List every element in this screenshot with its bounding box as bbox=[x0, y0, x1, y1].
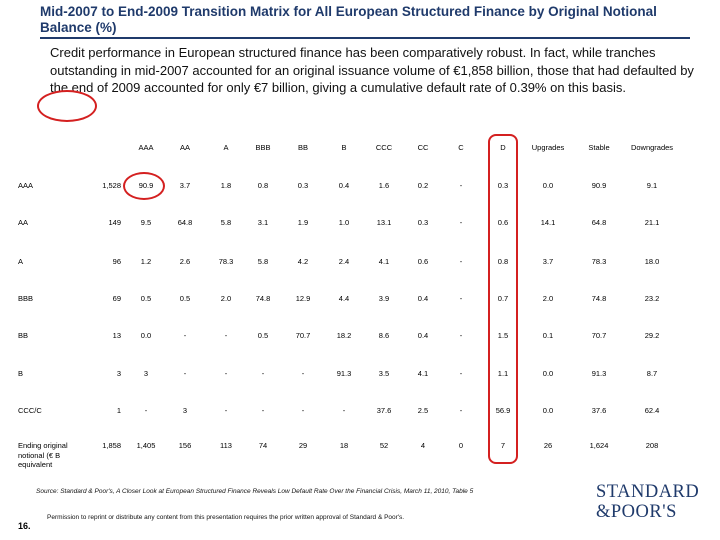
table-cell: 1.0 bbox=[338, 218, 350, 227]
table-cell: 3.7 bbox=[179, 181, 191, 190]
logo-line2: &POOR'S bbox=[596, 502, 677, 522]
table-cell: 1.6 bbox=[378, 181, 390, 190]
table-cell: 56.9 bbox=[495, 406, 511, 415]
table-cell: 0.8 bbox=[257, 181, 269, 190]
table-cell: 0.4 bbox=[417, 294, 429, 303]
table-cell: - bbox=[183, 369, 187, 378]
row-label: B bbox=[18, 369, 24, 378]
table-cell: 4.4 bbox=[338, 294, 350, 303]
table-cell: - bbox=[261, 369, 265, 378]
table-cell: 64.8 bbox=[177, 218, 193, 227]
row-label: AAA bbox=[18, 181, 34, 190]
row-volume: 69 bbox=[112, 294, 121, 303]
row-volume: 96 bbox=[112, 257, 121, 266]
table-cell: - bbox=[301, 406, 305, 415]
ending-cell: 1,624 bbox=[589, 441, 609, 450]
ending-label-line2: notional (€ B bbox=[18, 450, 61, 460]
column-header: AAA bbox=[138, 143, 154, 152]
table-cell: - bbox=[301, 369, 305, 378]
slide-title: Mid-2007 to End-2009 Transition Matrix for All European Structured Finance by Original Notional Balance (%) bbox=[40, 4, 657, 35]
ending-volume: 1,858 bbox=[102, 441, 121, 450]
table-cell: - bbox=[224, 369, 228, 378]
highlight-circle-default-rate bbox=[37, 90, 97, 122]
column-header: A bbox=[223, 143, 229, 152]
row-label: BB bbox=[18, 331, 29, 340]
table-cell: - bbox=[459, 257, 463, 266]
table-cell: 4.1 bbox=[378, 257, 390, 266]
table-cell: 4.1 bbox=[417, 369, 429, 378]
table-cell: 37.6 bbox=[591, 406, 607, 415]
table-cell: - bbox=[261, 406, 265, 415]
table-cell: 1.9 bbox=[297, 218, 309, 227]
table-cell: 0.6 bbox=[497, 218, 509, 227]
table-cell: 2.4 bbox=[338, 257, 350, 266]
table-cell: 0.4 bbox=[338, 181, 350, 190]
table-cell: 29.2 bbox=[644, 331, 660, 340]
table-cell: 0.0 bbox=[542, 181, 554, 190]
table-cell: - bbox=[224, 331, 228, 340]
table-cell: - bbox=[144, 406, 148, 415]
column-header: Stable bbox=[588, 143, 610, 152]
ending-cell: 74 bbox=[258, 441, 268, 450]
table-cell: 1.2 bbox=[140, 257, 152, 266]
ending-cell: 113 bbox=[220, 441, 232, 450]
ending-row-label bbox=[18, 441, 88, 470]
table-cell: 0.3 bbox=[497, 181, 509, 190]
table-cell: 2.0 bbox=[220, 294, 232, 303]
ending-cell: 29 bbox=[298, 441, 308, 450]
source-note: Source: Standard & Poor's, A Closer Look at European Structured Finance Reveals Low Default Rate Over the Financial Crisis, March 11, 2010, Table 5 bbox=[36, 488, 474, 495]
column-header: BBB bbox=[255, 143, 271, 152]
title-divider bbox=[40, 37, 690, 39]
column-header: CC bbox=[417, 143, 429, 152]
table-cell: 9.1 bbox=[646, 181, 658, 190]
table-cell: 1.1 bbox=[497, 369, 509, 378]
table-cell: 0.8 bbox=[497, 257, 509, 266]
table-cell: 3.9 bbox=[378, 294, 390, 303]
column-header: BB bbox=[297, 143, 308, 152]
table-cell: 3.7 bbox=[542, 257, 554, 266]
table-cell: 8.7 bbox=[646, 369, 658, 378]
table-cell: 4.2 bbox=[297, 257, 309, 266]
row-volume: 1 bbox=[116, 406, 121, 415]
table-cell: 21.1 bbox=[644, 218, 660, 227]
row-label: A bbox=[18, 257, 24, 266]
table-cell: - bbox=[459, 369, 463, 378]
table-cell: 12.9 bbox=[295, 294, 311, 303]
table-cell: 70.7 bbox=[591, 331, 607, 340]
table-cell: 62.4 bbox=[644, 406, 660, 415]
table-cell: 90.9 bbox=[138, 181, 154, 190]
table-cell: 0.0 bbox=[140, 331, 152, 340]
table-cell: 5.8 bbox=[257, 257, 269, 266]
column-header: D bbox=[500, 143, 506, 152]
ending-label-line1: Ending original bbox=[18, 441, 68, 450]
intro-paragraph: Credit performance in European structured finance has been comparatively robust. In fact, while tranches outstanding in mid-2007 accounted for an original issuance volume of €1,858 billion, those that had defaulted by the end of 2009 accounted for only €7 billion, giving a cumulative default rate of 0.39% on this basis. bbox=[50, 45, 694, 95]
ending-cell: 1,405 bbox=[136, 441, 156, 450]
table-cell: 78.3 bbox=[591, 257, 607, 266]
table-cell: 0.1 bbox=[542, 331, 554, 340]
row-label: CCC/C bbox=[18, 406, 42, 415]
table-cell: 2.0 bbox=[542, 294, 554, 303]
table-cell: 13.1 bbox=[376, 218, 392, 227]
table-cell: 74.8 bbox=[591, 294, 607, 303]
table-cell: 91.3 bbox=[591, 369, 607, 378]
ending-cell: 7 bbox=[500, 441, 506, 450]
row-label: BBB bbox=[18, 294, 34, 303]
table-cell: 3 bbox=[143, 369, 149, 378]
table-cell: 2.5 bbox=[417, 406, 429, 415]
permission-note: Permission to reprint or distribute any content from this presentation requires the prior written approval of Standard & Poor's. bbox=[47, 514, 405, 521]
ending-label-line3: equivalent bbox=[18, 460, 53, 469]
row-volume: 1,528 bbox=[102, 181, 121, 190]
table-cell: - bbox=[183, 331, 187, 340]
ending-cell: 208 bbox=[645, 441, 659, 450]
row-volume: 3 bbox=[116, 369, 121, 378]
table-cell: 14.1 bbox=[540, 218, 556, 227]
table-cell: 0.2 bbox=[417, 181, 429, 190]
table-cell: - bbox=[224, 406, 228, 415]
table-cell: - bbox=[459, 294, 463, 303]
column-header: Upgrades bbox=[531, 143, 565, 152]
table-cell: 3 bbox=[182, 406, 188, 415]
table-cell: 0.5 bbox=[257, 331, 269, 340]
table-cell: 23.2 bbox=[644, 294, 660, 303]
table-cell: 1.8 bbox=[220, 181, 232, 190]
table-cell: 18.2 bbox=[336, 331, 352, 340]
column-header: AA bbox=[179, 143, 190, 152]
table-cell: 3.5 bbox=[378, 369, 390, 378]
table-cell: 0.5 bbox=[140, 294, 152, 303]
ending-cell: 0 bbox=[458, 441, 464, 450]
ending-cell: 52 bbox=[379, 441, 389, 450]
table-cell: 3.1 bbox=[257, 218, 269, 227]
table-cell: 64.8 bbox=[591, 218, 607, 227]
table-cell: 91.3 bbox=[336, 369, 352, 378]
column-header: B bbox=[341, 143, 347, 152]
ending-cell: 26 bbox=[543, 441, 553, 450]
column-header: C bbox=[458, 143, 464, 152]
table-cell: 37.6 bbox=[376, 406, 392, 415]
table-cell: 2.6 bbox=[179, 257, 191, 266]
column-header: Downgrades bbox=[630, 143, 674, 152]
table-cell: 5.8 bbox=[220, 218, 232, 227]
ending-cell: 18 bbox=[339, 441, 349, 450]
table-cell: 0.3 bbox=[417, 218, 429, 227]
table-cell: 0.7 bbox=[497, 294, 509, 303]
table-cell: - bbox=[459, 181, 463, 190]
table-cell: 18.0 bbox=[644, 257, 660, 266]
table-cell: - bbox=[459, 406, 463, 415]
table-cell: - bbox=[459, 218, 463, 227]
table-cell: 74.8 bbox=[255, 294, 271, 303]
row-volume: 13 bbox=[112, 331, 121, 340]
table-cell: 0.3 bbox=[297, 181, 309, 190]
table-cell: 0.6 bbox=[417, 257, 429, 266]
table-cell: 0.0 bbox=[542, 406, 554, 415]
row-volume: 149 bbox=[108, 218, 121, 227]
table-cell: 0.4 bbox=[417, 331, 429, 340]
column-header: CCC bbox=[375, 143, 393, 152]
ending-cell: 156 bbox=[178, 441, 192, 450]
table-cell: 70.7 bbox=[295, 331, 311, 340]
table-cell: 1.5 bbox=[497, 331, 509, 340]
table-cell: 9.5 bbox=[140, 218, 152, 227]
page-number: 16. bbox=[18, 521, 31, 531]
table-cell: 0.5 bbox=[179, 294, 191, 303]
standard-poors-logo bbox=[596, 482, 706, 522]
table-cell: 90.9 bbox=[591, 181, 607, 190]
table-cell: - bbox=[342, 406, 346, 415]
ending-cell: 4 bbox=[420, 441, 426, 450]
table-cell: 0.0 bbox=[542, 369, 554, 378]
table-cell: - bbox=[459, 331, 463, 340]
logo-line1: STANDARD bbox=[596, 482, 700, 502]
table-cell: 78.3 bbox=[218, 257, 234, 266]
table-cell: 8.6 bbox=[378, 331, 390, 340]
row-label: AA bbox=[18, 218, 29, 227]
